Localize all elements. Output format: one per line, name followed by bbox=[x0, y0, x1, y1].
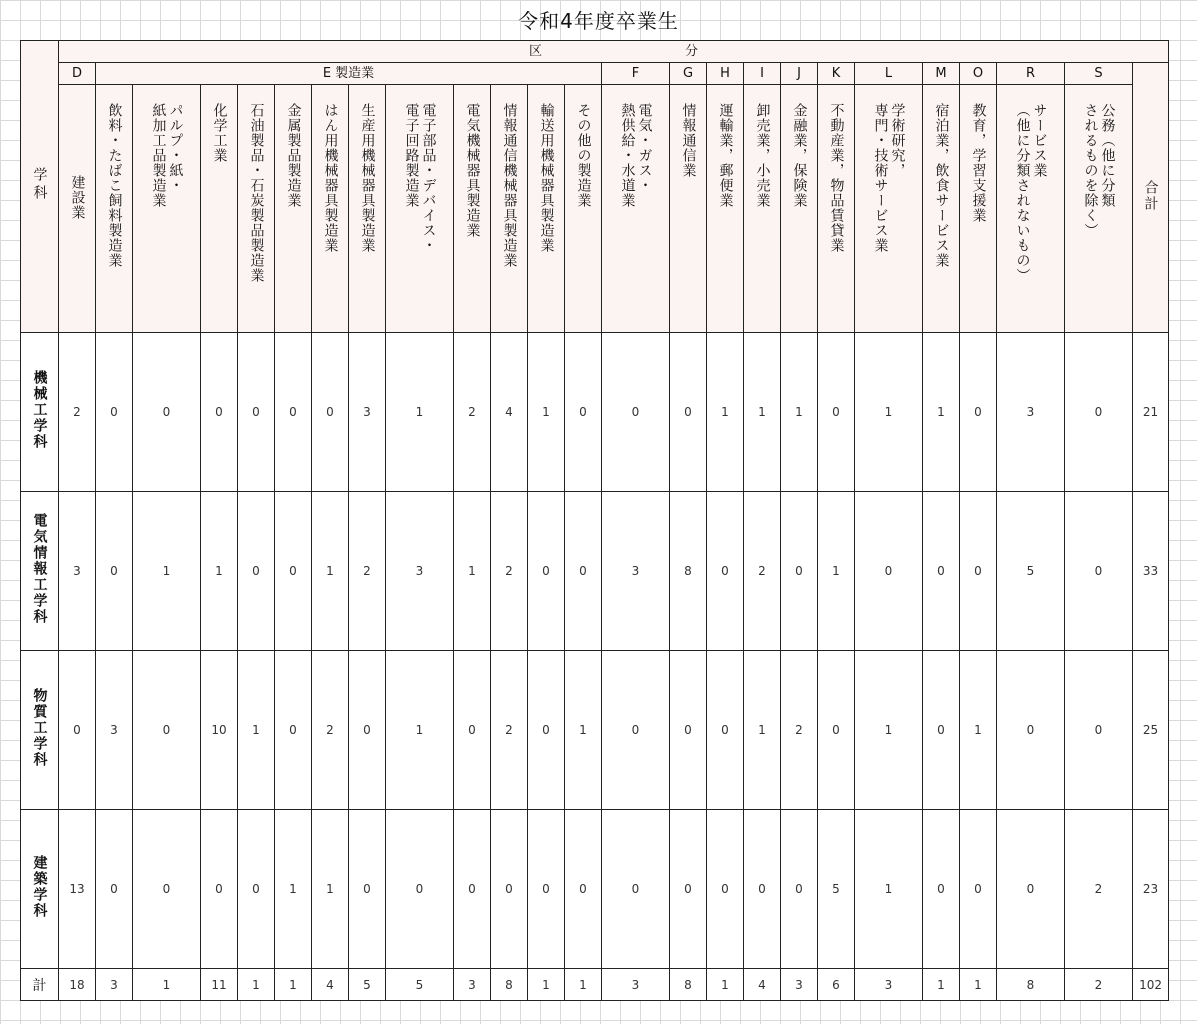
count-cell: 2 bbox=[1065, 810, 1133, 969]
industry-name: サービス業 （他に分類されないもの） bbox=[1014, 103, 1048, 283]
industry-name: 情報通信業 bbox=[680, 103, 697, 178]
sum-row bbox=[21, 969, 1169, 1001]
sum-cell: 3 bbox=[454, 969, 491, 1001]
industry-header bbox=[923, 85, 960, 333]
row-total-cell: 21 bbox=[1133, 333, 1169, 492]
count-cell: 0 bbox=[781, 810, 818, 969]
count-cell: 4 bbox=[491, 333, 528, 492]
total-header-label: 合計 bbox=[1142, 179, 1159, 212]
count-cell: 0 bbox=[997, 810, 1065, 969]
count-cell: 0 bbox=[707, 810, 744, 969]
industry-header bbox=[96, 85, 133, 333]
count-cell: 1 bbox=[855, 651, 923, 810]
industry-name: 飲料・たばこ飼料製造業 bbox=[106, 103, 123, 268]
count-cell: 1 bbox=[744, 651, 781, 810]
count-cell: 0 bbox=[59, 651, 96, 810]
sum-cell: 1 bbox=[133, 969, 201, 1001]
table-row bbox=[21, 492, 1169, 651]
sum-cell: 8 bbox=[670, 969, 707, 1001]
count-cell: 3 bbox=[602, 492, 670, 651]
sum-cell: 1 bbox=[565, 969, 602, 1001]
sum-cell: 2 bbox=[1065, 969, 1133, 1001]
industry-code: O bbox=[960, 63, 997, 85]
manufacturing-group-header: E 製造業 bbox=[96, 63, 602, 85]
industry-name: 卸売業，小売業 bbox=[754, 103, 771, 208]
graduates-table bbox=[20, 40, 1169, 1001]
count-cell: 0 bbox=[670, 651, 707, 810]
gakka-header-label: 学科 bbox=[31, 166, 48, 203]
department-name: 電気情報工学科 bbox=[31, 513, 48, 625]
count-cell: 1 bbox=[707, 333, 744, 492]
industry-code: F bbox=[602, 63, 670, 85]
count-cell: 0 bbox=[960, 333, 997, 492]
page-title: 令和4年度卒業生 bbox=[518, 9, 679, 33]
count-cell: 0 bbox=[349, 810, 386, 969]
industry-code: H bbox=[707, 63, 744, 85]
count-cell: 1 bbox=[855, 810, 923, 969]
count-cell: 0 bbox=[1065, 492, 1133, 651]
industry-name: 公務（他に分類 されるものを除く） bbox=[1082, 103, 1116, 238]
count-cell: 3 bbox=[349, 333, 386, 492]
count-cell: 0 bbox=[602, 333, 670, 492]
table-row bbox=[21, 651, 1169, 810]
sum-cell: 4 bbox=[744, 969, 781, 1001]
count-cell: 1 bbox=[528, 333, 565, 492]
industry-code: D bbox=[59, 63, 96, 85]
count-cell: 0 bbox=[349, 651, 386, 810]
industry-header bbox=[960, 85, 997, 333]
sum-cell: 1 bbox=[923, 969, 960, 1001]
count-cell: 0 bbox=[855, 492, 923, 651]
count-cell: 0 bbox=[565, 333, 602, 492]
count-cell: 2 bbox=[744, 492, 781, 651]
industry-code: I bbox=[744, 63, 781, 85]
industry-name: 情報通信機械器具製造業 bbox=[501, 103, 518, 268]
department-label bbox=[21, 333, 59, 492]
count-cell: 0 bbox=[454, 810, 491, 969]
count-cell: 1 bbox=[855, 333, 923, 492]
row-total-cell: 33 bbox=[1133, 492, 1169, 651]
sum-cell: 6 bbox=[818, 969, 855, 1001]
sum-cell: 3 bbox=[781, 969, 818, 1001]
industry-header bbox=[670, 85, 707, 333]
industry-header bbox=[528, 85, 565, 333]
count-cell: 0 bbox=[238, 492, 275, 651]
count-cell: 5 bbox=[997, 492, 1065, 651]
department-name: 建築学科 bbox=[31, 855, 48, 919]
count-cell: 1 bbox=[238, 651, 275, 810]
industry-name: 化学工業 bbox=[211, 103, 228, 163]
count-cell: 0 bbox=[275, 333, 312, 492]
sum-cell: 1 bbox=[707, 969, 744, 1001]
count-cell: 0 bbox=[312, 333, 349, 492]
count-cell: 1 bbox=[201, 492, 238, 651]
count-cell: 0 bbox=[275, 492, 312, 651]
count-cell: 0 bbox=[781, 492, 818, 651]
industry-name: 電気機械器具製造業 bbox=[464, 103, 481, 238]
count-cell: 13 bbox=[59, 810, 96, 969]
count-cell: 0 bbox=[96, 333, 133, 492]
count-cell: 2 bbox=[454, 333, 491, 492]
count-cell: 5 bbox=[818, 810, 855, 969]
sum-cell: 1 bbox=[238, 969, 275, 1001]
count-cell: 0 bbox=[565, 810, 602, 969]
industry-code: L bbox=[855, 63, 923, 85]
count-cell: 0 bbox=[133, 810, 201, 969]
count-cell: 0 bbox=[528, 492, 565, 651]
industry-name: 金属製品製造業 bbox=[285, 103, 302, 208]
sum-cell: 5 bbox=[349, 969, 386, 1001]
count-cell: 10 bbox=[201, 651, 238, 810]
department-name: 機械工学科 bbox=[31, 370, 48, 450]
count-cell: 0 bbox=[818, 651, 855, 810]
sum-cell: 3 bbox=[96, 969, 133, 1001]
count-cell: 0 bbox=[386, 810, 454, 969]
sum-cell: 3 bbox=[602, 969, 670, 1001]
count-cell: 0 bbox=[96, 492, 133, 651]
industry-name: パルプ・紙・ 紙加工品製造業 bbox=[150, 103, 184, 208]
count-cell: 1 bbox=[386, 333, 454, 492]
industry-header bbox=[602, 85, 670, 333]
industry-header bbox=[386, 85, 454, 333]
count-cell: 1 bbox=[312, 810, 349, 969]
count-cell: 2 bbox=[59, 333, 96, 492]
industry-header bbox=[491, 85, 528, 333]
grand-total-cell: 102 bbox=[1133, 969, 1169, 1001]
kubun-header: 区 分 bbox=[59, 41, 1169, 63]
count-cell: 3 bbox=[997, 333, 1065, 492]
count-cell: 1 bbox=[312, 492, 349, 651]
count-cell: 1 bbox=[960, 651, 997, 810]
count-cell: 3 bbox=[96, 651, 133, 810]
sum-cell: 11 bbox=[201, 969, 238, 1001]
sum-cell: 3 bbox=[855, 969, 923, 1001]
industry-header bbox=[312, 85, 349, 333]
sum-label: 計 bbox=[21, 969, 59, 1001]
count-cell: 1 bbox=[275, 810, 312, 969]
industry-name: 石油製品・石炭製品製造業 bbox=[248, 103, 265, 283]
count-cell: 0 bbox=[528, 810, 565, 969]
count-cell: 1 bbox=[565, 651, 602, 810]
industry-name: 輸送用機械器具製造業 bbox=[538, 103, 555, 253]
industry-name: 教育，学習支援業 bbox=[970, 103, 987, 223]
count-cell: 2 bbox=[312, 651, 349, 810]
sum-cell: 1 bbox=[275, 969, 312, 1001]
industry-header bbox=[855, 85, 923, 333]
industry-code: S bbox=[1065, 63, 1133, 85]
industry-header bbox=[59, 85, 96, 333]
industry-header bbox=[1065, 85, 1133, 333]
count-cell: 0 bbox=[133, 651, 201, 810]
sum-cell: 1 bbox=[960, 969, 997, 1001]
count-cell: 3 bbox=[386, 492, 454, 651]
count-cell: 8 bbox=[670, 492, 707, 651]
industry-code: R bbox=[997, 63, 1065, 85]
count-cell: 0 bbox=[201, 333, 238, 492]
count-cell: 0 bbox=[923, 651, 960, 810]
count-cell: 0 bbox=[238, 333, 275, 492]
department-label bbox=[21, 492, 59, 651]
sum-cell: 5 bbox=[386, 969, 454, 1001]
gakka-header bbox=[21, 41, 59, 333]
count-cell: 2 bbox=[781, 651, 818, 810]
industry-name: 建設業 bbox=[69, 175, 86, 220]
industry-name: その他の製造業 bbox=[575, 103, 592, 208]
industry-name: はん用機械器具製造業 bbox=[322, 103, 339, 253]
count-cell: 0 bbox=[960, 492, 997, 651]
count-cell: 2 bbox=[491, 492, 528, 651]
industry-code: M bbox=[923, 63, 960, 85]
count-cell: 1 bbox=[923, 333, 960, 492]
department-label bbox=[21, 810, 59, 969]
count-cell: 0 bbox=[454, 651, 491, 810]
sum-cell: 1 bbox=[528, 969, 565, 1001]
row-total-cell: 23 bbox=[1133, 810, 1169, 969]
industry-header bbox=[133, 85, 201, 333]
count-cell: 1 bbox=[133, 492, 201, 651]
sum-cell: 8 bbox=[491, 969, 528, 1001]
count-cell: 0 bbox=[707, 651, 744, 810]
count-cell: 3 bbox=[59, 492, 96, 651]
count-cell: 0 bbox=[707, 492, 744, 651]
industry-name: 運輸業，郵便業 bbox=[717, 103, 734, 208]
industry-header bbox=[349, 85, 386, 333]
industry-header bbox=[781, 85, 818, 333]
count-cell: 1 bbox=[818, 492, 855, 651]
department-label bbox=[21, 651, 59, 810]
count-cell: 1 bbox=[386, 651, 454, 810]
industry-name: 宿泊業，飲食サービス業 bbox=[933, 103, 950, 268]
industry-name: 金融業，保険業 bbox=[791, 103, 808, 208]
industry-code: K bbox=[818, 63, 855, 85]
count-cell: 0 bbox=[565, 492, 602, 651]
count-cell: 0 bbox=[602, 810, 670, 969]
industry-name: 電子部品・デバイス・ 電子回路製造業 bbox=[403, 103, 437, 253]
row-total-cell: 25 bbox=[1133, 651, 1169, 810]
count-cell: 0 bbox=[1065, 651, 1133, 810]
table-row bbox=[21, 333, 1169, 492]
industry-header bbox=[997, 85, 1065, 333]
count-cell: 0 bbox=[670, 810, 707, 969]
count-cell: 0 bbox=[201, 810, 238, 969]
count-cell: 0 bbox=[670, 333, 707, 492]
count-cell: 1 bbox=[781, 333, 818, 492]
sum-cell: 18 bbox=[59, 969, 96, 1001]
count-cell: 0 bbox=[96, 810, 133, 969]
industry-header bbox=[454, 85, 491, 333]
count-cell: 0 bbox=[602, 651, 670, 810]
industry-header bbox=[818, 85, 855, 333]
table-row bbox=[21, 810, 1169, 969]
industry-name: 不動産業，物品賃貸業 bbox=[828, 103, 845, 253]
total-header bbox=[1133, 63, 1169, 333]
count-cell: 2 bbox=[349, 492, 386, 651]
count-cell: 1 bbox=[744, 333, 781, 492]
industry-header bbox=[275, 85, 312, 333]
count-cell: 0 bbox=[275, 651, 312, 810]
industry-header bbox=[707, 85, 744, 333]
industry-header bbox=[201, 85, 238, 333]
count-cell: 0 bbox=[818, 333, 855, 492]
count-cell: 0 bbox=[923, 492, 960, 651]
industry-code: G bbox=[670, 63, 707, 85]
industry-header bbox=[744, 85, 781, 333]
count-cell: 0 bbox=[528, 651, 565, 810]
count-cell: 0 bbox=[997, 651, 1065, 810]
count-cell: 1 bbox=[454, 492, 491, 651]
industry-name: 学術研究， 専門・技術サービス業 bbox=[872, 103, 906, 253]
sum-cell: 4 bbox=[312, 969, 349, 1001]
industry-header bbox=[238, 85, 275, 333]
count-cell: 0 bbox=[238, 810, 275, 969]
sum-cell: 8 bbox=[997, 969, 1065, 1001]
department-name: 物質工学科 bbox=[31, 688, 48, 768]
count-cell: 0 bbox=[923, 810, 960, 969]
industry-name: 生産用機械器具製造業 bbox=[359, 103, 376, 253]
count-cell: 2 bbox=[491, 651, 528, 810]
count-cell: 0 bbox=[744, 810, 781, 969]
industry-header bbox=[565, 85, 602, 333]
count-cell: 0 bbox=[133, 333, 201, 492]
industry-code: J bbox=[781, 63, 818, 85]
count-cell: 0 bbox=[1065, 333, 1133, 492]
count-cell: 0 bbox=[960, 810, 997, 969]
industry-name: 電気・ガス・ 熱供給・水道業 bbox=[619, 103, 653, 208]
count-cell: 0 bbox=[491, 810, 528, 969]
